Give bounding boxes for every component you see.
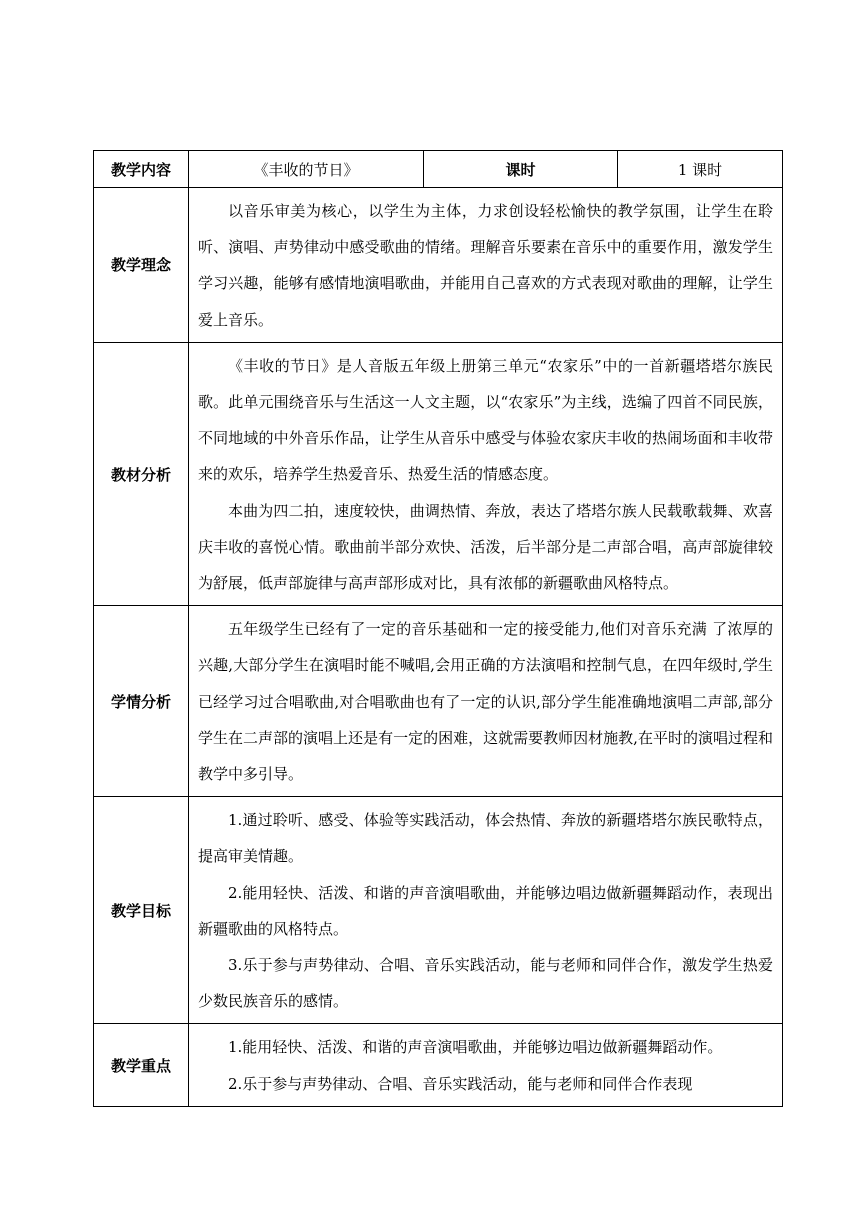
goals-paragraph: 2.能用轻快、活泼、和谐的声音演唱歌曲，并能够边唱边做新疆舞蹈动作，表现出新疆歌曲的风格特点。 bbox=[198, 883, 773, 938]
key-points-paragraph: 2.乐于参与声势律动、合唱、音乐实践活动，能与老师和同伴合作表现 bbox=[228, 1074, 693, 1093]
content-label: 教学内容 bbox=[94, 151, 189, 188]
concept-body bbox=[189, 188, 783, 343]
material-label: 教材分析 bbox=[94, 342, 189, 605]
material-paragraph: 本曲为四二拍，速度较快，曲调热情、奔放，表达了塔塔尔族人民载歌载舞、欢喜庆丰收的喜悦心情。歌曲前半部分欢快、活泼，后半部分是二声部合唱，高声部旋律较为舒展，低声部旋律与高声部形成对比，具有浓郁的新疆歌曲风格特点。 bbox=[198, 501, 773, 593]
key-points-paragraph: 1.能用轻快、活泼、和谐的声音演唱歌曲，并能够边唱边做新疆舞蹈动作。 bbox=[228, 1038, 723, 1057]
concept-row bbox=[94, 188, 783, 343]
material-row bbox=[94, 342, 783, 605]
goals-body bbox=[189, 797, 783, 1024]
material-body bbox=[189, 342, 783, 605]
material-paragraph: 《丰收的节日》是人音版五年级上册第三单元“农家乐”中的一首新疆塔塔尔族民歌。此单元围绕音乐与生活这一人文主题，以“农家乐”为主线，选编了四首不同民族，不同地域的中外音乐作品，让学生从音乐中感受与体验农家庆丰收的热闹场面和丰收带来的欢乐，培养学生热爱音乐、热爱生活的情感态度。 bbox=[198, 356, 773, 484]
goals-label: 教学目标 bbox=[94, 797, 189, 1024]
period-label: 课时 bbox=[424, 151, 618, 188]
students-paragraph: 五年级学生已经有了一定的音乐基础和一定的接受能力,他们对音乐充满 了浓厚的兴趣,大部分学生在演唱时能不喊唱,会用正确的方法演唱和控制气息，在四年级时,学生已经学习过合唱歌曲,对合唱歌曲也有了一定的认识,部分学生能准确地演唱二声部,部分学生在二声部的演唱上还是有一定的困难，这就需要教师因材施教,在平时的演唱过程和教学中多引导。 bbox=[198, 620, 773, 784]
lesson-plan-table bbox=[93, 150, 783, 1107]
goals-paragraph: 1.通过聆听、感受、体验等实践活动，体会热情、奔放的新疆塔塔尔族民歌特点，提高审美情趣。 bbox=[198, 811, 773, 866]
goals-paragraph: 3.乐于参与声势律动、合唱、音乐实践活动，能与老师和同伴合作，激发学生热爱少数民族音乐的感情。 bbox=[198, 956, 773, 1011]
key-points-label: 教学重点 bbox=[94, 1024, 189, 1106]
header-row bbox=[94, 151, 783, 188]
key-points-row bbox=[94, 1024, 783, 1106]
content-value: 《丰收的节日》 bbox=[189, 151, 424, 188]
goals-row bbox=[94, 797, 783, 1024]
concept-label: 教学理念 bbox=[94, 188, 189, 343]
concept-paragraph: 以音乐审美为核心，以学生为主体，力求创设轻松愉快的教学氛围，让学生在聆听、演唱、声势律动中感受歌曲的情绪。理解音乐要素在音乐中的重要作用，激发学生学习兴趣，能够有感情地演唱歌曲，并能用自己喜欢的方式表现对歌曲的理解，让学生爱上音乐。 bbox=[198, 202, 773, 329]
students-row bbox=[94, 606, 783, 797]
students-label: 学情分析 bbox=[94, 606, 189, 797]
period-value: 1 课时 bbox=[618, 151, 783, 188]
students-body bbox=[189, 606, 783, 797]
key-points-body bbox=[189, 1024, 783, 1106]
